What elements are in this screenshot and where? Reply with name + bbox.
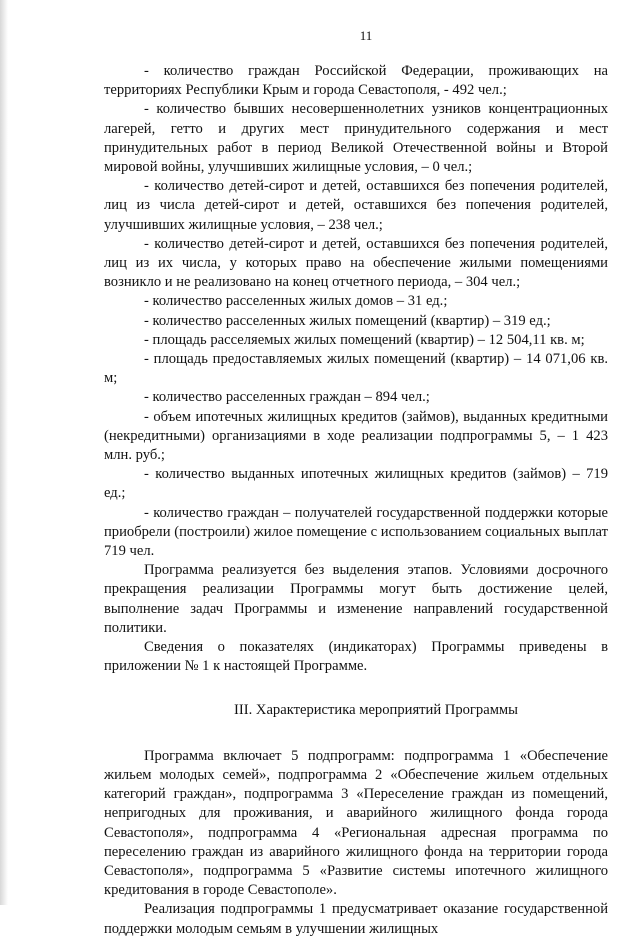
list-item: - количество выданных ипотечных жилищных кредитов (займов) – 719 ед.; bbox=[104, 466, 608, 502]
section-heading: III. Характеристика мероприятий Программы bbox=[234, 701, 518, 718]
list-item: - количество расселенных жилых помещений (квартир) – 319 ед.; bbox=[144, 312, 551, 329]
list-item: - площадь предоставляемых жилых помещений (квартир) – 14 071,06 кв. м; bbox=[104, 351, 608, 387]
paragraph-stages: Программа реализуется без выделения этапов. Условиями досрочного прекращения реализации Программы могут быть достижение целей, выполнение задач Программы и изменение направлений государственной политики. bbox=[104, 562, 608, 636]
paragraph-realization: Реализация подпрограммы 1 предусматривает оказание государственной поддержки молодым семьям в улучшении жилищных bbox=[104, 901, 608, 937]
list-item: - количество расселенных жилых домов – 31 ед.; bbox=[144, 293, 448, 310]
list-item: - количество расселенных граждан – 894 чел.; bbox=[144, 389, 430, 406]
list-item: - количество детей-сирот и детей, оставшихся без попечения родителей, лиц из числа детей-сирот и детей, оставшихся без попечения родителей, улучшивших жилищные условия, – 238 чел.; bbox=[104, 178, 608, 233]
list-item: - количество бывших несовершеннолетних узников концентрационных лагерей, гетто и других мест принудительного содержания и мест принудительных работ в период Великой Отечественной войны и Второй мировой войны, улучшивших жилищные условия, – 0 чел.; bbox=[104, 101, 608, 176]
list-item: - количество граждан – получателей государственной поддержки которые приобрели (построили) жилое помещение с использованием социальных выплат 719 чел. bbox=[104, 504, 608, 560]
paragraph-indicators: Сведения о показателях (индикаторах) Программы приведены в приложении № 1 к настоящей Программе. bbox=[104, 639, 608, 675]
list-item: - количество детей-сирот и детей, оставшихся без попечения родителей, лиц из их числа, у которых право на обеспечение жилыми помещениями возникло и не реализовано на конец отчетного периода, – 304 чел.; bbox=[104, 235, 608, 291]
document-body bbox=[104, 62, 608, 939]
paragraph-subprograms: Программа включает 5 подпрограмм: подпрограмма 1 «Обеспечение жильем молодых семей», подпрограмма 2 «Обеспечение жильем отдельных категорий граждан», подпрограмма 3 «Переселение граждан из помещений, непригодных для проживания, и аварийного жилищного фонда города Севастополя», подпрограмма 4 «Региональная адресная программа по переселению граждан из аварийного жилищного фонда на территории города Севастополя», подпрограмма 5 «Развитие системы ипотечного жилищного кредитования в городе Севастополе». bbox=[104, 747, 608, 899]
list-item: - площадь расселяемых жилых помещений (квартир) – 12 504,11 кв. м; bbox=[144, 331, 585, 348]
page-number: 11 bbox=[359, 28, 373, 43]
list-item: - количество граждан Российской Федерации, проживающих на территориях Республики Крым и города Севастополя, - 492 чел.; bbox=[104, 63, 608, 99]
list-item: - объем ипотечных жилищных кредитов (займов), выданных кредитными (некредитными) организациями в ходе реализации подпрограммы 5, – 1 423 млн. руб.; bbox=[104, 408, 608, 464]
